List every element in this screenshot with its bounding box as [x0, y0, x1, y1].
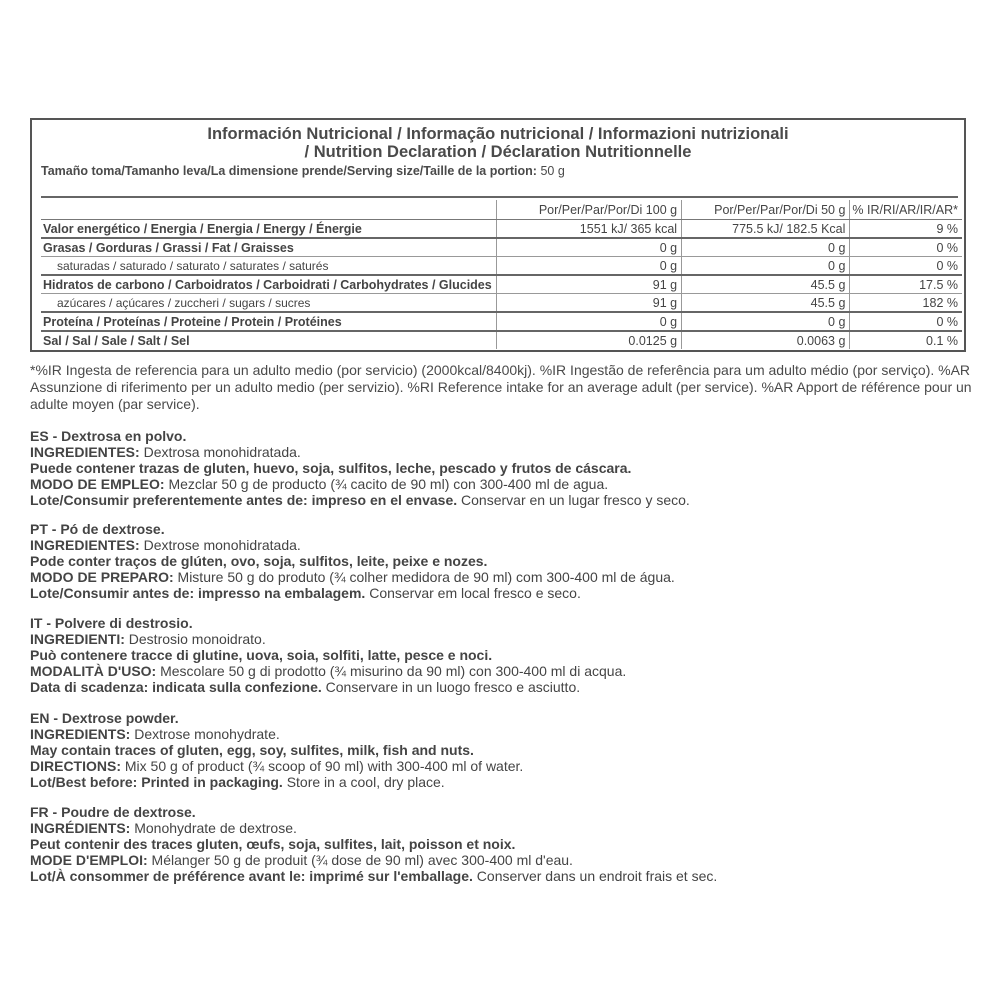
storage-text: Store in a cool, dry place.	[282, 774, 445, 790]
row-per50: 45.5 g	[682, 275, 850, 294]
section-fr	[30, 804, 975, 884]
row-per100: 0 g	[496, 238, 681, 257]
ingredients-label: INGREDIENTS:	[30, 726, 131, 742]
ingredients-label: INGRÉDIENTS:	[30, 820, 131, 836]
row-per50: 0 g	[682, 257, 850, 276]
section-pt	[30, 521, 975, 601]
storage-text: Conserver dans un endroit frais et sec.	[472, 868, 718, 884]
section-title: EN - Dextrose powder.	[30, 710, 179, 726]
row-label: Valor energético / Energia / Energia / Energy / Énergie	[41, 220, 496, 239]
usage-label: DIRECTIONS:	[30, 758, 121, 774]
table-row-energy	[41, 220, 962, 239]
table-row-carbohydrates	[41, 275, 962, 294]
storage-text: Conservar em local fresco e seco.	[365, 585, 581, 601]
table-row-sugars	[41, 294, 962, 313]
storage-text: Conservar en un lugar fresco y seco.	[457, 492, 690, 508]
row-per100: 91 g	[496, 275, 681, 294]
table-row-salt	[41, 331, 962, 349]
usage-text: Mélanger 50 g de produit (¾ dose de 90 ml) avec 300-400 ml d'eau.	[147, 852, 573, 868]
section-title: PT - Pó de dextrose.	[30, 521, 165, 537]
ingredients-label: INGREDIENTES:	[30, 444, 140, 460]
nutrition-table	[41, 200, 962, 349]
lot-label: Data di scadenza: indicata sulla confezione.	[30, 679, 322, 695]
serving-size-label: Tamaño toma/Tamanho leva/La dimensione prende/Serving size/Taille de la portion:	[41, 164, 537, 178]
lot-label: Lote/Consumir preferentemente antes de: impreso en el envase.	[30, 492, 458, 508]
row-ri: 9 %	[850, 220, 962, 239]
section-title: FR - Poudre de dextrose.	[30, 804, 196, 820]
row-ri: 0 %	[850, 257, 962, 276]
allergens-text: Pode conter traços de glúten, ovo, soja, sulfitos, leite, peixe e nozes.	[30, 553, 488, 569]
row-label: Grasas / Gorduras / Grassi / Fat / Graisses	[41, 238, 496, 257]
section-it	[30, 615, 975, 695]
header-cell-per100: Por/Per/Par/Por/Di 100 g	[496, 200, 681, 220]
nutrition-label	[30, 118, 966, 352]
ingredients-text: Destrosio monoidrato.	[124, 631, 266, 647]
row-label: Hidratos de carbono / Carboidratos / Carboidrati / Carbohydrates / Glucides	[41, 275, 496, 294]
row-per50: 0.0063 g	[682, 331, 850, 349]
row-label: azúcares / açúcares / zuccheri / sugars / sucres	[41, 294, 496, 313]
table-row-fat	[41, 238, 962, 257]
allergens-text: May contain traces of gluten, egg, soy, sulfites, milk, fish and nuts.	[30, 742, 474, 758]
usage-text: Mescolare 50 g di prodotto (¾ misurino da 90 ml) con 300-400 ml di acqua.	[156, 663, 627, 679]
storage-text: Conservare in un luogo fresco e asciutto.	[321, 679, 581, 695]
serving-size	[41, 164, 565, 178]
ingredients-text: Monohydrate de dextrose.	[130, 820, 297, 836]
header-cell-per50: Por/Per/Par/Por/Di 50 g	[682, 200, 850, 220]
header-cell-ri: % IR/RI/AR/IR/AR*	[850, 200, 962, 220]
usage-text: Mezclar 50 g de producto (¾ cacito de 90 ml) con 300-400 ml de agua.	[164, 476, 609, 492]
row-per100: 91 g	[496, 294, 681, 313]
row-label: Proteína / Proteínas / Proteine / Protein / Protéines	[41, 312, 496, 331]
lot-label: Lot/À consommer de préférence avant le: imprimé sur l'emballage.	[30, 868, 473, 884]
row-per50: 0 g	[682, 238, 850, 257]
row-ri: 0 %	[850, 312, 962, 331]
reference-intake-footnote: *%IR Ingesta de referencia para un adulto medio (por servicio) (2000kcal/8400kj). %IR Ingestão de referência para um adulto médio (por serviço). %AR Assunzione di riferimento per un adulto medio (per servizio). %RI Reference intake for an average adult (per service). %AR Apport de référence pour un adulte moyen (par service).	[30, 362, 972, 412]
row-per100: 1551 kJ/ 365 kcal	[496, 220, 681, 239]
row-per100: 0.0125 g	[496, 331, 681, 349]
usage-label: MODO DE PREPARO:	[30, 569, 174, 585]
row-per50: 0 g	[682, 312, 850, 331]
row-per100: 0 g	[496, 257, 681, 276]
allergens-text: Puede contener trazas de gluten, huevo, soja, sulfitos, leche, pescado y frutos de cáscara.	[30, 460, 632, 476]
usage-label: MODO DE EMPLEO:	[30, 476, 165, 492]
ingredients-label: INGREDIENTI:	[30, 631, 125, 647]
lot-label: Lote/Consumir antes de: impresso na embalagem.	[30, 585, 366, 601]
row-ri: 0 %	[850, 238, 962, 257]
usage-text: Mix 50 g of product (¾ scoop of 90 ml) with 300-400 ml of water.	[121, 758, 524, 774]
row-ri: 182 %	[850, 294, 962, 313]
allergens-text: Peut contenir des traces gluten, œufs, soja, sulfites, lait, poisson et noix.	[30, 836, 516, 852]
ingredients-text: Dextrosa monohidratada.	[139, 444, 301, 460]
row-per50: 45.5 g	[682, 294, 850, 313]
allergens-text: Può contenere tracce di glutine, uova, soia, solfiti, latte, pesce e noci.	[30, 647, 493, 663]
row-per100: 0 g	[496, 312, 681, 331]
usage-label: MODE D'EMPLOI:	[30, 852, 148, 868]
section-title: ES - Dextrosa en polvo.	[30, 428, 187, 444]
ingredients-label: INGREDIENTES:	[30, 537, 140, 553]
row-label: Sal / Sal / Sale / Salt / Sel	[43, 333, 190, 348]
row-per50: 775.5 kJ/ 182.5 Kcal	[682, 220, 850, 239]
header-cell-label	[41, 200, 496, 220]
section-en	[30, 710, 975, 790]
table-row-saturates	[41, 257, 962, 276]
section-es	[30, 428, 975, 508]
section-title: IT - Polvere di destrosio.	[30, 615, 193, 631]
row-label: saturadas / saturado / saturato / saturates / saturés	[41, 257, 496, 276]
row-ri: 0.1 %	[850, 331, 962, 349]
usage-label: MODALITÀ D'USO:	[30, 663, 157, 679]
usage-text: Misture 50 g do produto (¾ colher medidora de 90 ml) com 300-400 ml de água.	[173, 569, 675, 585]
nutrition-title	[32, 125, 964, 161]
serving-size-value: 50 g	[540, 164, 565, 178]
row-ri: 17.5 %	[850, 275, 962, 294]
table-row-protein	[41, 312, 962, 331]
ingredients-text: Dextrose monohidratada.	[139, 537, 301, 553]
table-header-row	[41, 200, 962, 220]
lot-label: Lot/Best before: Printed in packaging.	[30, 774, 283, 790]
header-divider	[41, 196, 958, 198]
title-line-2: / Nutrition Declaration / Déclaration Nutritionnelle	[304, 143, 692, 161]
title-line-1: Información Nutricional / Informação nutricional / Informazioni nutrizionali	[207, 125, 789, 143]
ingredients-text: Dextrose monohydrate.	[130, 726, 280, 742]
